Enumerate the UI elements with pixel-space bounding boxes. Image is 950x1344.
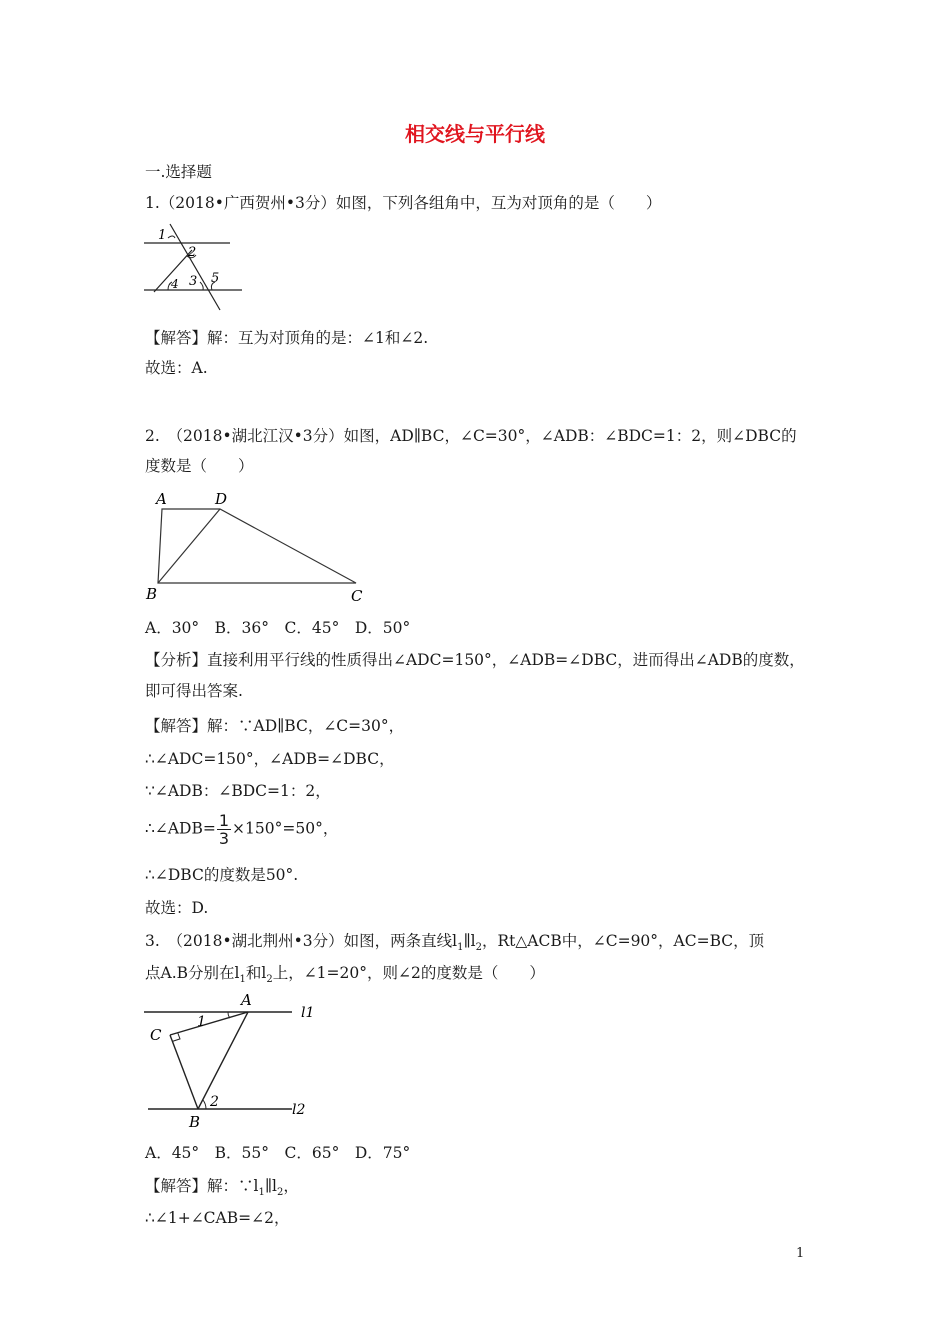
q3-fig-label-2: 2: [210, 1094, 219, 1110]
q2-analysis-line1: 【分析】直接利用平行线的性质得出∠ADC=150°，∠ADB=∠DBC，进而得出∠ADB的度数，: [145, 651, 805, 669]
q3-fig-label-l1: l1: [301, 1005, 315, 1021]
q3-solve1-text-c: ，: [283, 1177, 299, 1195]
fraction-numerator: 1: [218, 811, 230, 830]
q3-stem2-text-a: 点A.B分别在l: [145, 964, 240, 982]
q3-figure: [140, 990, 320, 1130]
q3-solve-line1: [145, 1176, 299, 1203]
q3-stem-text-b: ∥l: [463, 932, 476, 950]
q2-fig-label-a: A: [156, 490, 167, 508]
page-number: 1: [796, 1246, 805, 1261]
fraction-one-third: [217, 812, 231, 847]
subscript-1: 1: [457, 942, 464, 954]
q2-solve-line1: 【解答】解：∵AD∥BC，∠C=30°，: [145, 717, 405, 735]
q3-fig-label-1: 1: [197, 1014, 206, 1030]
q3-fig-label-a: A: [241, 991, 252, 1009]
q1-fig-label-3: 3: [189, 274, 198, 289]
q1-fig-label-1: 1: [158, 228, 167, 243]
page-title: 相交线与平行线: [405, 122, 545, 146]
q2-solve-line3: ∵∠ADB：∠BDC=1：2，: [145, 782, 331, 800]
subscript-2: 2: [276, 1187, 284, 1199]
subscript-1: 1: [239, 974, 246, 986]
q3-stem-line1: [145, 931, 764, 958]
q2-stem-line2: 度数是（ ）: [145, 457, 254, 475]
q2-solve4-prefix: ∴∠ADB=: [145, 819, 216, 838]
q3-stem-text-a: 3. （2018•湖北荆州•3分）如图，两条直线l: [145, 932, 458, 950]
q1-choice: 故选：A.: [145, 359, 208, 377]
q1-fig-label-2: 2: [188, 245, 197, 260]
q2-options: A．30° B．36° C．45° D．50°: [145, 619, 411, 637]
q2-fig-label-d: D: [215, 490, 228, 508]
q2-solve4-suffix: ×150°=50°，: [232, 819, 339, 838]
q2-solve-line5: ∴∠DBC的度数是50°.: [145, 866, 299, 884]
q3-fig-label-l2: l2: [292, 1102, 306, 1118]
q2-figure: [140, 485, 380, 607]
q1-fig-label-4: 4: [171, 277, 179, 291]
q3-stem-line2: [145, 963, 545, 990]
q3-stem2-text-b: 和l: [245, 964, 267, 982]
q2-analysis-line2: 即可得出答案.: [145, 682, 243, 700]
subscript-1: 1: [258, 1187, 265, 1199]
subscript-2: 2: [475, 942, 482, 954]
q2-choice: 故选：D.: [145, 899, 209, 917]
q2-fig-label-b: B: [146, 585, 158, 603]
q3-fig-label-b: B: [189, 1113, 201, 1130]
q3-stem-text-c: ，Rt△ACB中，∠C=90°，AC=BC，顶: [481, 932, 765, 950]
q3-options: A．45° B．55° C．65° D．75°: [145, 1144, 411, 1162]
section-heading: 一.选择题: [145, 163, 212, 181]
q2-solve-line4: [145, 812, 338, 847]
q3-solve-line2: ∴∠1+∠CAB=∠2，: [145, 1209, 290, 1227]
q2-fig-label-c: C: [351, 587, 363, 605]
q3-solve1-text-b: ∥l: [264, 1177, 277, 1195]
fraction-denominator: 3: [218, 829, 230, 848]
q3-solve1-text-a: 【解答】解：∵l: [145, 1177, 259, 1195]
q1-stem: 1.（2018•广西贺州•3分）如图，下列各组角中，互为对顶角的是（ ）: [145, 194, 662, 212]
q1-figure: [140, 222, 252, 314]
q2-stem-line1: 2. （2018•湖北江汉•3分）如图，AD∥BC，∠C=30°，∠ADB：∠BDC=1：2，则∠DBC的: [145, 427, 797, 445]
q3-stem2-text-c: 上，∠1=20°，则∠2的度数是（ ）: [272, 964, 545, 982]
q1-answer: 【解答】解：互为对顶角的是：∠1和∠2.: [145, 329, 429, 347]
subscript-2: 2: [266, 974, 273, 986]
q1-fig-label-5: 5: [211, 271, 220, 286]
q3-fig-label-c: C: [150, 1026, 162, 1044]
q2-solve-line2: ∴∠ADC=150°，∠ADB=∠DBC，: [145, 750, 395, 768]
